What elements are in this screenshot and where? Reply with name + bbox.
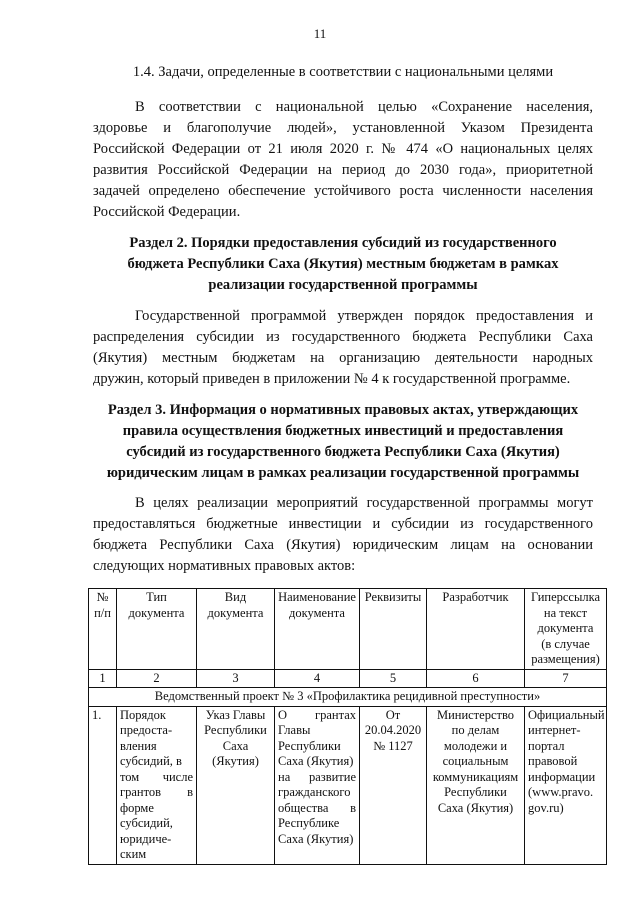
table-header-row: [89, 589, 607, 670]
header-hyperlink: Гиперссылка на текст документа (в случае размещения): [525, 589, 607, 670]
column-number: 4: [275, 669, 360, 688]
column-number: 5: [360, 669, 427, 688]
column-number: 7: [525, 669, 607, 688]
row-number: 1.: [89, 706, 117, 864]
header-number: № п/п: [89, 589, 117, 670]
column-number: 6: [427, 669, 525, 688]
column-numbers-row: [89, 669, 607, 688]
section-3-paragraph: В целях реализации мероприятий государственной программы могут предоставляться бюджетные инвестиции и субсидии из государственного бюджета Республики Саха (Якутия) юридическим лицам на основании следующих нормативных правовых актов:: [93, 495, 593, 574]
column-number: 1: [89, 669, 117, 688]
column-number: 2: [117, 669, 197, 688]
header-developer: Разработчик: [427, 589, 525, 670]
table-row: [89, 706, 607, 864]
header-doc-type: Тип документа: [117, 589, 197, 670]
row-doc-name: О грантах Главы Республики Саха (Якутия) на развитие гражданского общества в Республике Саха (Якутия): [275, 706, 360, 864]
section-3-heading: Раздел 3. Информация о нормативных правовых актах, утверждающих правила осуществления бюджетных инвестиций и предоставления субсидий из государственного бюджета Республики Саха (Якутия) юридическим лицам в рамках реализации государственной программы: [106, 402, 580, 481]
row-doc-type: Порядок предоста- вления субсидий, в том числе грантов в форме субсидий, юридиче- ским: [117, 706, 197, 864]
header-doc-kind: Вид документа: [197, 589, 275, 670]
legal-acts-table: [88, 588, 607, 865]
row-requisites: От 20.04.2020 № 1127: [360, 706, 427, 864]
column-number: 3: [197, 669, 275, 688]
project-row: [89, 688, 607, 707]
page-number: 11: [313, 26, 327, 41]
row-developer: Министерство по делам молодежи и социальным коммуникациям Республики Саха (Якутия): [427, 706, 525, 864]
header-requisites: Реквизиты: [360, 589, 427, 670]
header-doc-name: Наименование документа: [275, 589, 360, 670]
section-2-paragraph: Государственной программой утвержден порядок предоставления и распределения субсидии из государственного бюджета Республики Саха (Якутия) местным бюджетам на организацию деятельности народных дружин, который приведен в приложении № 4 к государственной программе.: [93, 308, 593, 387]
section-1-4-heading: 1.4. Задачи, определенные в соответствии с национальными целями: [132, 64, 554, 80]
section-1-4-paragraph: В соответствии с национальной целью «Сохранение населения, здоровье и благополучие людей», установленной Указом Президента Российской Федерации от 21 июля 2020 г. № 474 «О национальных целях развития Российской Федерации на период до 2030 года», приоритетной задачей определено обеспечение устойчивого роста численности населения Российской Федерации.: [93, 99, 593, 220]
project-title: Ведомственный проект № 3 «Профилактика рецидивной преступности»: [89, 688, 607, 707]
section-2-heading: Раздел 2. Порядки предоставления субсидий из государственного бюджета Республики Саха (Якутия) местным бюджетам в рамках реализации государственной программы: [127, 235, 559, 293]
row-doc-kind: Указ Главы Республики Саха (Якутия): [197, 706, 275, 864]
row-hyperlink: Официальный интернет- портал правовой информации (www.pravo. gov.ru): [525, 706, 607, 864]
